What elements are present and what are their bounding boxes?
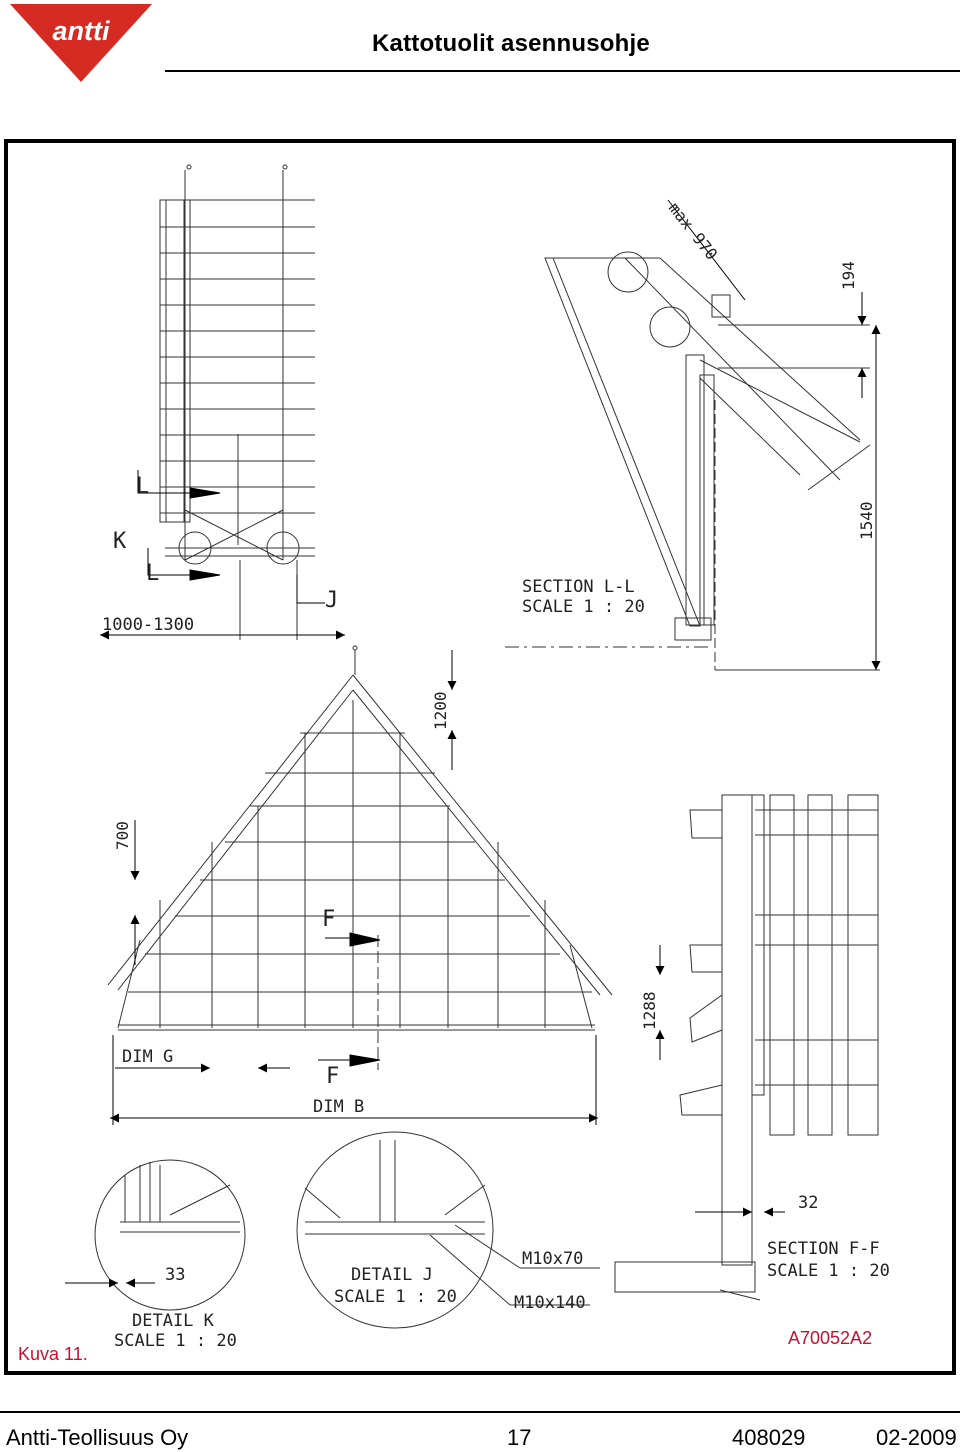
label-detail-k: DETAIL K (132, 1311, 214, 1331)
label-dim-g: DIM G (122, 1047, 174, 1067)
front-truss-dims (110, 650, 660, 1125)
logo-text: antti (52, 16, 110, 46)
label-section-f-f: SECTION F-F (767, 1239, 880, 1259)
label-1288: 1288 (640, 991, 659, 1030)
label-detail-j: DETAIL J (351, 1265, 433, 1285)
side-elevation (160, 165, 315, 640)
front-truss (108, 646, 612, 1070)
label-1000-1300: 1000-1300 (102, 615, 195, 635)
label-max970: max 970 (664, 198, 722, 264)
label-m10x70: M10x70 (522, 1249, 584, 1269)
label-700: 700 (113, 821, 132, 850)
label-scale-j: SCALE 1 : 20 (334, 1287, 457, 1307)
label-k: K (113, 529, 127, 554)
label-scale-l-l: SCALE 1 : 20 (522, 597, 645, 617)
label-section-l-l: SECTION L-L (522, 577, 635, 597)
label-f-bottom: F (326, 1064, 340, 1089)
label-194: 194 (839, 261, 858, 290)
label-32: 32 (798, 1193, 819, 1213)
label-j: J (325, 588, 339, 613)
footer-rule (0, 1411, 960, 1413)
label-f-top: F (322, 907, 336, 932)
section-f-f (615, 795, 878, 1300)
label-1540: 1540 (857, 501, 876, 540)
page-title: Kattotuolit asennusohje (372, 30, 650, 57)
label-l-top: L (136, 474, 150, 499)
label-dim-b: DIM B (313, 1097, 365, 1117)
drawing-number: A70052A2 (788, 1328, 873, 1348)
footer-company: Antti-Teollisuus Oy (6, 1425, 189, 1450)
label-scale-f-f: SCALE 1 : 20 (767, 1261, 890, 1281)
footer-date: 02-2009 (876, 1425, 957, 1450)
label-1200: 1200 (431, 691, 450, 730)
label-l-bottom: L (146, 561, 160, 586)
detail-k (95, 1160, 245, 1310)
label-m10x140: M10x140 (514, 1293, 586, 1313)
label-scale-k: SCALE 1 : 20 (114, 1331, 237, 1351)
label-33: 33 (165, 1265, 186, 1285)
footer-doc-number: 408029 (732, 1425, 806, 1450)
footer-page-number: 17 (507, 1425, 532, 1450)
figure-label: Kuva 11. (18, 1344, 88, 1364)
